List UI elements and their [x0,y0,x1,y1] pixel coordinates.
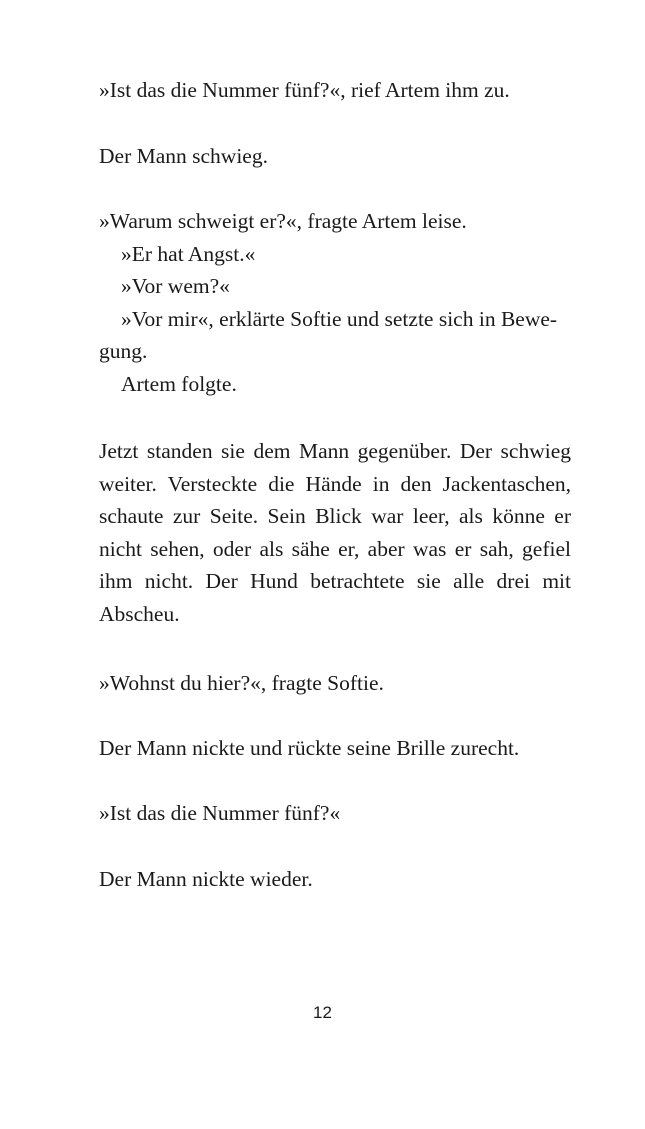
text-line: Der Mann nickte und rückte seine Brille zurecht. [99,736,520,760]
text-line: »Ist das die Nummer fünf?« [99,801,341,825]
text-line: »Vor mir«, erklärte Softie und setzte sich in Bewe- [121,306,558,331]
text-line: Der Mann schwieg. [99,144,268,168]
text-line: »Er hat Angst.« [121,241,256,266]
paragraph-6 [99,732,571,765]
text-line: weiter. Versteckte die Hände in den Jackentaschen, [99,471,571,496]
paragraph-1 [99,74,571,107]
paragraph-8 [99,863,571,896]
paragraph-7 [99,797,571,830]
text-line: »Wohnst du hier?«, fragte Softie. [99,671,384,695]
paragraph-2 [99,140,571,173]
text-line: »Vor wem?« [121,274,230,298]
text-line: »Ist das die Nummer fünf?«, rief Artem ihm zu. [99,78,510,102]
text-line: Der Mann nickte wieder. [99,867,313,891]
text-line: Jetzt standen sie dem Mann gegenüber. Der schwieg [99,439,571,463]
text-line: nicht sehen, oder als sähe er, aber was er sah, gefiel [99,536,571,561]
paragraph-5 [99,667,571,700]
page-number: 12 [313,1003,332,1022]
text-line: schaute zur Seite. Sein Blick war leer, als könne er [99,504,571,528]
text-line: gung. [99,339,148,363]
paragraph-4 [99,435,571,630]
text-line: Artem folgte. [121,371,237,396]
text-line: ihm nicht. Der Hund betrachtete sie alle drei mit [99,569,571,593]
text-line: Abscheu. [99,601,180,626]
text-line: »Warum schweigt er?«, fragte Artem leise. [99,209,467,233]
paragraph-3 [99,205,571,400]
